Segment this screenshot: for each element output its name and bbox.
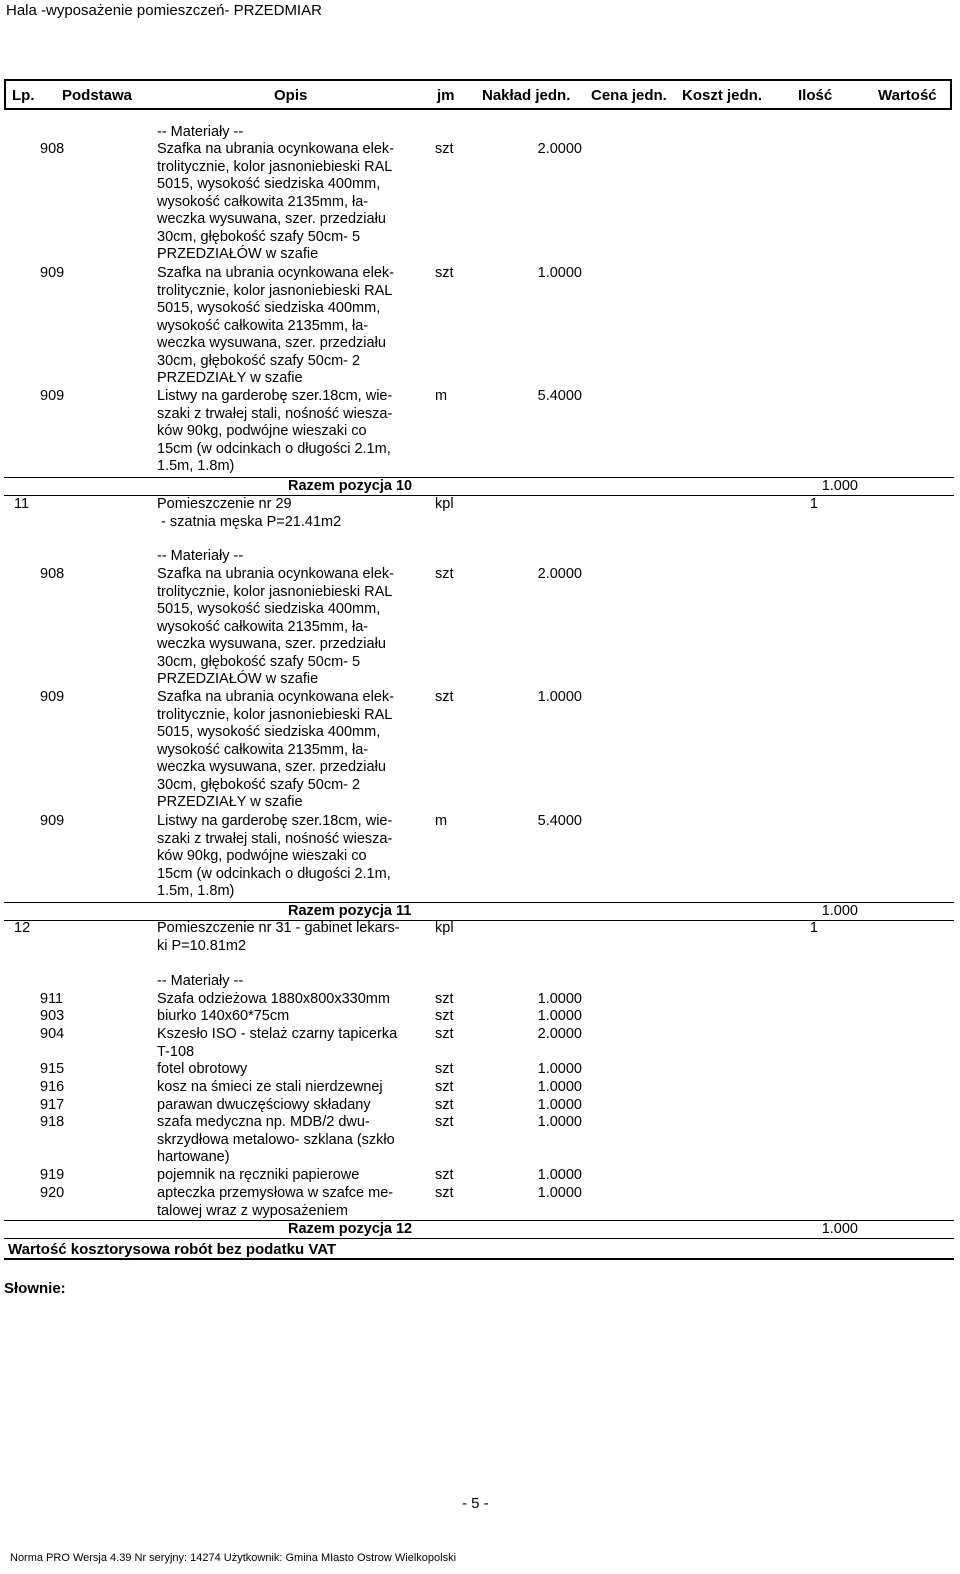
item-code: 908 — [40, 566, 65, 582]
item-description: pojemnik na ręczniki papierowe — [157, 1167, 360, 1183]
section-bottom-rule — [4, 1238, 954, 1239]
room-title: - szatnia męska P=21.41m2 — [157, 513, 342, 530]
item-description: weczka wysuwana, szer. przedziału — [157, 211, 386, 227]
item-unit: szt — [435, 1008, 454, 1024]
item-description: ków 90kg, podwójne wieszaki co — [157, 848, 367, 864]
item-description: biurko 140x60*75cm — [157, 1008, 290, 1024]
item-description: wysokość całkowita 2135mm, ła- — [157, 193, 369, 210]
column-header-koszt: Koszt jedn. — [682, 87, 763, 104]
item-code: 904 — [40, 1026, 65, 1042]
position-count: 1 — [809, 496, 818, 512]
item-description: Szafka na ubrania ocynkowana elek- — [157, 141, 394, 157]
item-description: trolitycznie, kolor jasnoniebieski RAL — [157, 583, 393, 600]
item-unit: szt — [435, 265, 454, 281]
item-code: 917 — [40, 1097, 65, 1113]
column-header-podstawa: Podstawa — [62, 87, 133, 104]
position-unit: kpl — [435, 496, 454, 512]
item-code: 916 — [40, 1079, 65, 1095]
page-number: - 5 - — [462, 1495, 489, 1512]
item-description: weczka wysuwana, szer. przedziału — [157, 335, 386, 351]
position-count: 1 — [809, 920, 818, 936]
razem-value: 1.000 — [821, 1221, 858, 1237]
item-description: trolitycznie, kolor jasnoniebieski RAL — [157, 706, 393, 723]
item-quantity: 1.0000 — [537, 1008, 582, 1024]
item-quantity: 1.0000 — [537, 1167, 582, 1183]
item-quantity: 1.0000 — [537, 991, 582, 1007]
item-description: talowej wraz z wyposażeniem — [157, 1202, 348, 1219]
item-description: apteczka przemysłowa w szafce me- — [157, 1185, 394, 1201]
razem-value: 1.000 — [821, 903, 858, 919]
item-description: PRZEDZIAŁY w szafie — [157, 794, 303, 810]
item-description: weczka wysuwana, szer. przedziału — [157, 759, 386, 775]
item-unit: szt — [435, 1061, 454, 1077]
item-description: Listwy na garderobę szer.18cm, wie- — [157, 388, 393, 404]
item-description: parawan dwuczęściowy składany — [157, 1097, 371, 1113]
item-quantity: 1.0000 — [537, 1079, 582, 1095]
materials-label: -- Materiały -- — [157, 124, 244, 140]
room-title: Pomieszczenie nr 29 — [157, 496, 292, 512]
item-description: 5015, wysokość siedziska 400mm, — [157, 176, 381, 192]
item-quantity: 1.0000 — [537, 689, 582, 705]
materials-label: -- Materiały -- — [157, 548, 244, 564]
column-header-cena: Cena jedn. — [591, 87, 667, 104]
item-description: wysokość całkowita 2135mm, ła- — [157, 317, 369, 334]
item-description: Listwy na garderobę szer.18cm, wie- — [157, 813, 393, 829]
item-code: 909 — [40, 689, 65, 705]
item-quantity: 2.0000 — [537, 141, 582, 157]
item-description: 30cm, głębokość szafy 50cm- 5 — [157, 228, 361, 245]
item-unit: szt — [435, 1114, 454, 1130]
razem-label: Razem pozycja 10 — [288, 478, 413, 494]
item-unit: szt — [435, 1185, 454, 1201]
item-code: 918 — [40, 1114, 65, 1130]
position-unit: kpl — [435, 920, 454, 936]
item-code: 903 — [40, 1008, 65, 1024]
item-quantity: 2.0000 — [537, 1026, 582, 1042]
column-header-jm: jm — [437, 87, 455, 104]
item-description: szaki z trwałej stali, nośność wiesza- — [157, 405, 393, 422]
item-unit: m — [435, 388, 448, 404]
item-description: PRZEDZIAŁÓW w szafie — [157, 671, 319, 687]
room-title: ki P=10.81m2 — [157, 937, 247, 954]
column-header-opis: Opis — [274, 87, 308, 104]
item-unit: m — [435, 813, 448, 829]
item-description: 15cm (w odcinkach o długości 2.1m, — [157, 865, 391, 882]
item-quantity: 1.0000 — [537, 1185, 582, 1201]
position-number: 12 — [14, 920, 31, 936]
item-quantity: 1.0000 — [537, 1114, 582, 1130]
item-description: 15cm (w odcinkach o długości 2.1m, — [157, 440, 391, 457]
item-code: 919 — [40, 1167, 65, 1183]
column-header-lp: Lp. — [12, 87, 35, 104]
item-description: ków 90kg, podwójne wieszaki co — [157, 423, 367, 439]
item-description: szaki z trwałej stali, nośność wiesza- — [157, 830, 393, 847]
item-description: 5015, wysokość siedziska 400mm, — [157, 601, 381, 617]
page-title: Hala -wyposażenie pomieszczeń- PRZEDMIAR — [6, 2, 322, 19]
item-unit: szt — [435, 566, 454, 582]
materials-label: -- Materiały -- — [157, 973, 244, 989]
item-description: PRZEDZIAŁY w szafie — [157, 370, 303, 386]
item-description: 1.5m, 1.8m) — [157, 883, 235, 899]
item-description: 30cm, głębokość szafy 50cm- 5 — [157, 653, 361, 670]
item-quantity: 5.4000 — [537, 388, 582, 404]
item-unit: szt — [435, 689, 454, 705]
item-description: Szafka na ubrania ocynkowana elek- — [157, 566, 394, 582]
item-description: skrzydłowa metalowo- szklana (szkło — [157, 1131, 395, 1148]
item-description: Szafka na ubrania ocynkowana elek- — [157, 689, 394, 705]
item-description: fotel obrotowy — [157, 1061, 248, 1077]
item-quantity: 1.0000 — [537, 1097, 582, 1113]
razem-label: Razem pozycja 12 — [288, 1221, 413, 1237]
item-description: PRZEDZIAŁÓW w szafie — [157, 246, 319, 262]
total-rule — [4, 1258, 954, 1260]
room-title: Pomieszczenie nr 31 - gabinet lekars- — [157, 920, 400, 936]
item-description: 30cm, głębokość szafy 50cm- 2 — [157, 352, 361, 369]
item-description: 30cm, głębokość szafy 50cm- 2 — [157, 776, 361, 793]
footer-text: Norma PRO Wersja 4.39 Nr seryjny: 14274 Użytkownik: Gmina MIasto Ostrow Wielkopolski — [10, 1552, 457, 1564]
item-quantity: 1.0000 — [537, 265, 582, 281]
table-header — [4, 79, 952, 110]
item-description: 5015, wysokość siedziska 400mm, — [157, 300, 381, 316]
position-number: 11 — [14, 496, 30, 512]
item-description: kosz na śmieci ze stali nierdzewnej — [157, 1079, 383, 1095]
item-description: trolitycznie, kolor jasnoniebieski RAL — [157, 282, 393, 299]
item-description: wysokość całkowita 2135mm, ła- — [157, 741, 369, 758]
item-unit: szt — [435, 1026, 454, 1042]
item-description: 5015, wysokość siedziska 400mm, — [157, 724, 381, 740]
item-description: hartowane) — [157, 1149, 230, 1165]
item-code: 908 — [40, 141, 65, 157]
item-code: 915 — [40, 1061, 65, 1077]
item-code: 911 — [40, 991, 64, 1007]
item-description: trolitycznie, kolor jasnoniebieski RAL — [157, 158, 393, 175]
item-description: Szafa odzieżowa 1880x800x330mm — [157, 991, 390, 1007]
item-code: 920 — [40, 1185, 65, 1201]
item-unit: szt — [435, 1167, 454, 1183]
item-description: 1.5m, 1.8m) — [157, 458, 235, 474]
item-code: 909 — [40, 388, 65, 404]
item-quantity: 1.0000 — [537, 1061, 582, 1077]
item-description: weczka wysuwana, szer. przedziału — [157, 636, 386, 652]
total-label: Wartość kosztorysowa robót bez podatku VAT — [8, 1241, 337, 1258]
item-description: wysokość całkowita 2135mm, ła- — [157, 618, 369, 635]
item-description: Szafka na ubrania ocynkowana elek- — [157, 265, 394, 281]
item-code: 909 — [40, 265, 65, 281]
razem-label: Razem pozycja 11 — [288, 903, 412, 919]
item-quantity: 2.0000 — [537, 566, 582, 582]
item-quantity: 5.4000 — [537, 813, 582, 829]
item-description: szafa medyczna np. MDB/2 dwu- — [157, 1114, 370, 1130]
item-description: Kszesło ISO - stelaż czarny tapicerka — [157, 1026, 398, 1042]
item-unit: szt — [435, 1079, 454, 1095]
item-code: 909 — [40, 813, 65, 829]
column-header-wartosc: Wartość — [878, 87, 937, 104]
item-unit: szt — [435, 1097, 454, 1113]
column-header-ilosc: Ilość — [798, 87, 833, 104]
slowniki-label: Słownie: — [4, 1280, 66, 1297]
item-unit: szt — [435, 991, 454, 1007]
item-unit: szt — [435, 141, 454, 157]
razem-value: 1.000 — [821, 478, 858, 494]
item-description: T-108 — [157, 1043, 195, 1060]
column-header-naklad: Nakład jedn. — [482, 87, 571, 104]
